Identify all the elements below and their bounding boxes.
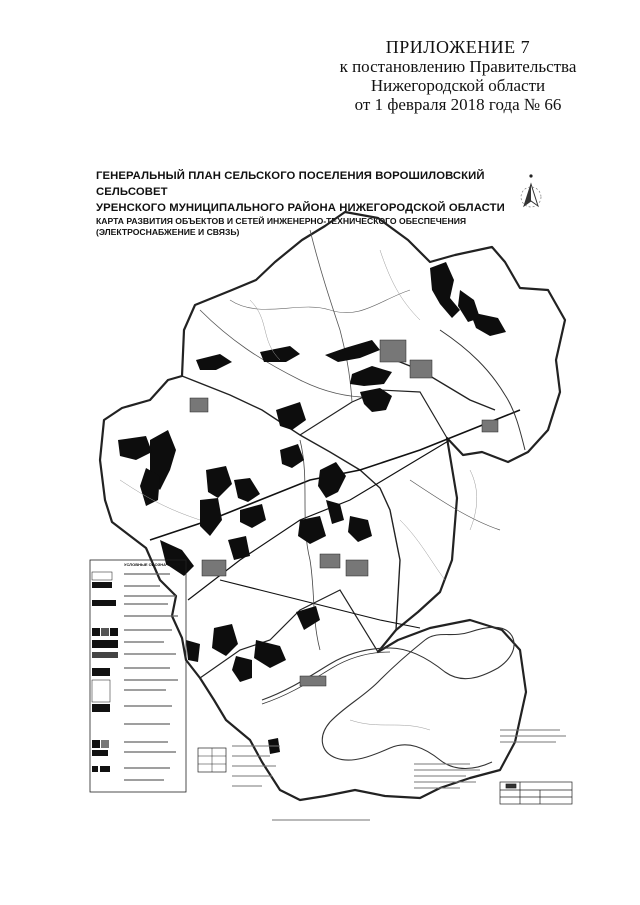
legend-panel-secondary [198, 746, 280, 786]
river [262, 627, 514, 768]
appendix-region-line: Нижегородской области [370, 76, 546, 95]
appendix-date-line: от 1 февраля 2018 года № 66 [354, 95, 562, 114]
appendix-decree-line: к постановлению Правительства [339, 57, 577, 76]
map-title-line-1: ГЕНЕРАЛЬНЫЙ ПЛАН СЕЛЬСКОГО ПОСЕЛЕНИЯ ВОРОШИЛОВСКИЙ СЕЛЬСОВЕТ [96, 170, 485, 198]
road [220, 580, 420, 628]
legend-text-lines [124, 574, 178, 780]
road [310, 230, 352, 402]
legend-heading: УСЛОВНЫЕ ОБОЗНАЧЕНИЯ [124, 562, 180, 567]
title-stamp [500, 782, 572, 804]
road [230, 290, 410, 313]
appendix-heading: ПРИЛОЖЕНИЕ 7 [385, 37, 531, 57]
notes-block [414, 730, 566, 788]
legend-swatches [92, 572, 118, 772]
map-subtitle-line-2: (ЭЛЕКТРОСНАБЖЕНИЕ И СВЯЗЬ) [96, 227, 240, 237]
map-subtitle-line-1: КАРТА РАЗВИТИЯ ОБЪЕКТОВ И СЕТЕЙ ИНЖЕНЕРНО-ТЕХНИЧЕСКОГО ОБЕСПЕЧЕНИЯ [96, 216, 467, 226]
map-title-line-2: УРЕНСКОГО МУНИЦИПАЛЬНОГО РАЙОНА НИЖЕГОРОДСКОЙ ОБЛАСТИ [96, 202, 505, 214]
